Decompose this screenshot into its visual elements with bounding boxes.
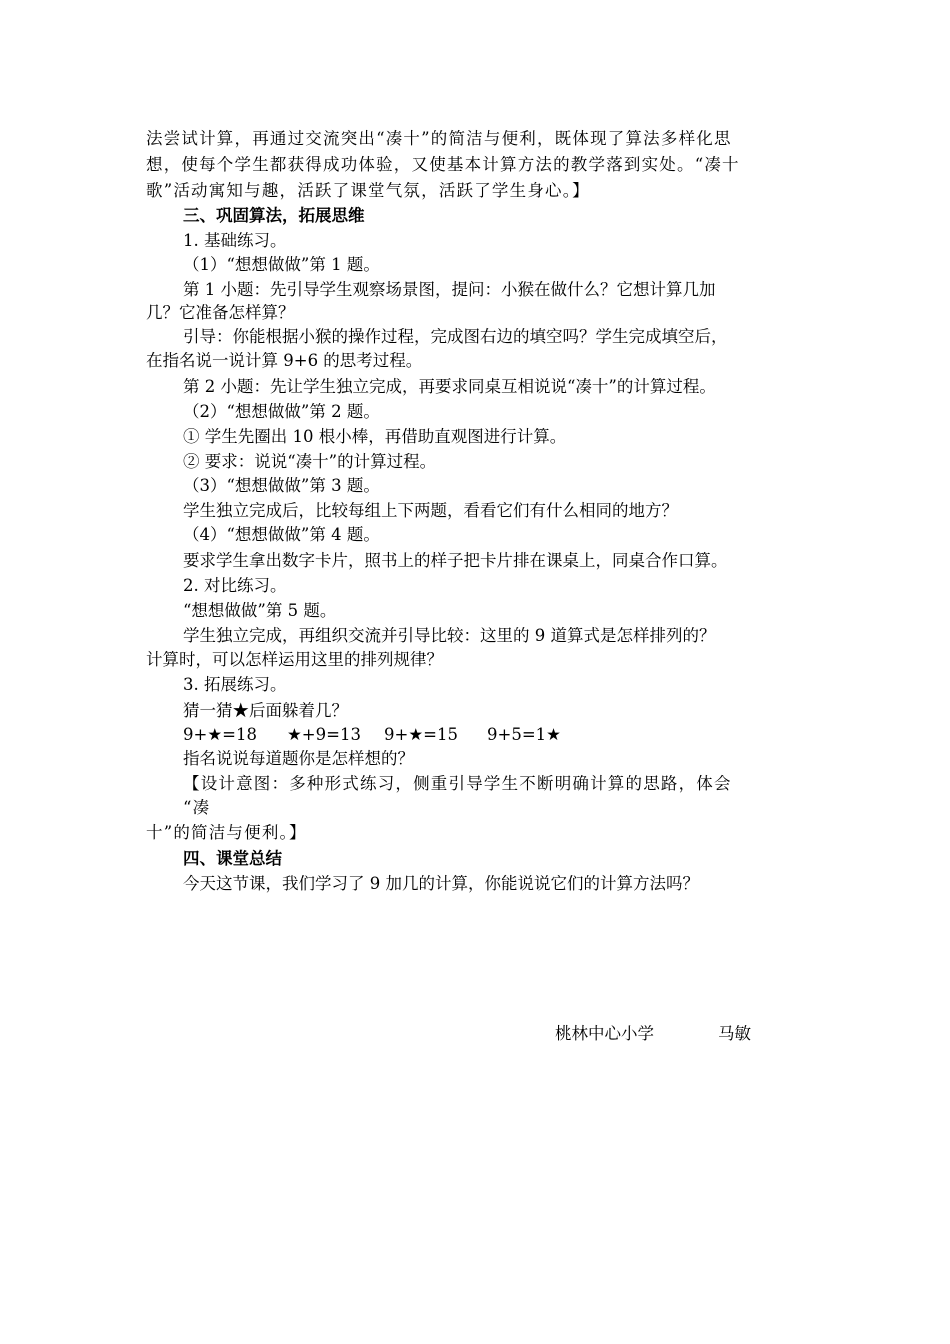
intro-line-2: 想，使每个学生都获得成功体验，又使基本计算方法的教学落到实处。“凑十 [146, 155, 740, 174]
paragraph: 在指名说一说计算 9+6 的思考过程。 [146, 351, 423, 370]
paragraph: 1. 基础练习。 [183, 231, 287, 250]
paragraph: 猜一猜★后面躲着几？ [183, 701, 348, 720]
intro-line-3: 歌”活动寓知与趣，活跃了课堂气氛，活跃了学生身心。】 [146, 181, 590, 200]
paragraph: ② 要求：说说“凑十”的计算过程。 [183, 452, 437, 471]
equation-2: ★+9=13 [287, 725, 361, 744]
intro-line-1: 法尝试计算，再通过交流突出“凑十”的简洁与便利，既体现了算法多样化思 [146, 129, 732, 148]
paragraph: （3）“想想做做”第 3 题。 [183, 476, 380, 495]
equation-1: 9+★=18 [183, 725, 257, 744]
paragraph: “想想做做”第 5 题。 [183, 601, 337, 620]
paragraph: 几？它准备怎样算？ [146, 303, 295, 322]
paragraph: （2）“想想做做”第 2 题。 [183, 402, 380, 421]
paragraph: 学生独立完成，再组织交流并引导比较：这里的 9 道算式是怎样排列的？ [183, 626, 716, 645]
equation-4: 9+5=1★ [487, 725, 561, 744]
paragraph: （4）“想想做做”第 4 题。 [183, 525, 380, 544]
design-intent-line-2: “凑 [183, 798, 211, 817]
paragraph: 指名说说每道题你是怎样想的？ [183, 749, 414, 768]
signature-school: 桃林中心小学 [555, 1024, 654, 1043]
paragraph: 第 1 小题：先引导学生观察场景图，提问：小猴在做什么？它想计算几加 [183, 280, 716, 299]
paragraph: 2. 对比练习。 [183, 576, 287, 595]
equation-3: 9+★=15 [384, 725, 458, 744]
paragraph: （1）“想想做做”第 1 题。 [183, 255, 380, 274]
signature-author: 马敏 [718, 1024, 751, 1043]
paragraph: 第 2 小题：先让学生独立完成，再要求同桌互相说说“凑十”的计算过程。 [183, 377, 716, 396]
paragraph: 3. 拓展练习。 [183, 675, 287, 694]
paragraph: 引导：你能根据小猴的操作过程，完成图右边的填空吗？学生完成填空后， [183, 327, 728, 346]
design-intent-line-3: 十”的简洁与便利。】 [146, 823, 307, 842]
paragraph: 要求学生拿出数字卡片，照书上的样子把卡片排在课桌上，同桌合作口算。 [183, 551, 728, 570]
paragraph: 学生独立完成后，比较每组上下两题，看看它们有什么相同的地方？ [183, 501, 678, 520]
section-4-heading: 四、课堂总结 [183, 849, 282, 868]
design-intent-line-1: 【设计意图：多种形式练习，侧重引导学生不断明确计算的思路，体会 [183, 774, 732, 793]
paragraph: 计算时，可以怎样运用这里的排列规律？ [146, 650, 443, 669]
paragraph: 今天这节课，我们学习了 9 加几的计算，你能说说它们的计算方法吗？ [183, 874, 699, 893]
paragraph: ① 学生先圈出 10 根小棒，再借助直观图进行计算。 [183, 427, 567, 446]
section-3-heading: 三、巩固算法，拓展思维 [183, 206, 365, 225]
